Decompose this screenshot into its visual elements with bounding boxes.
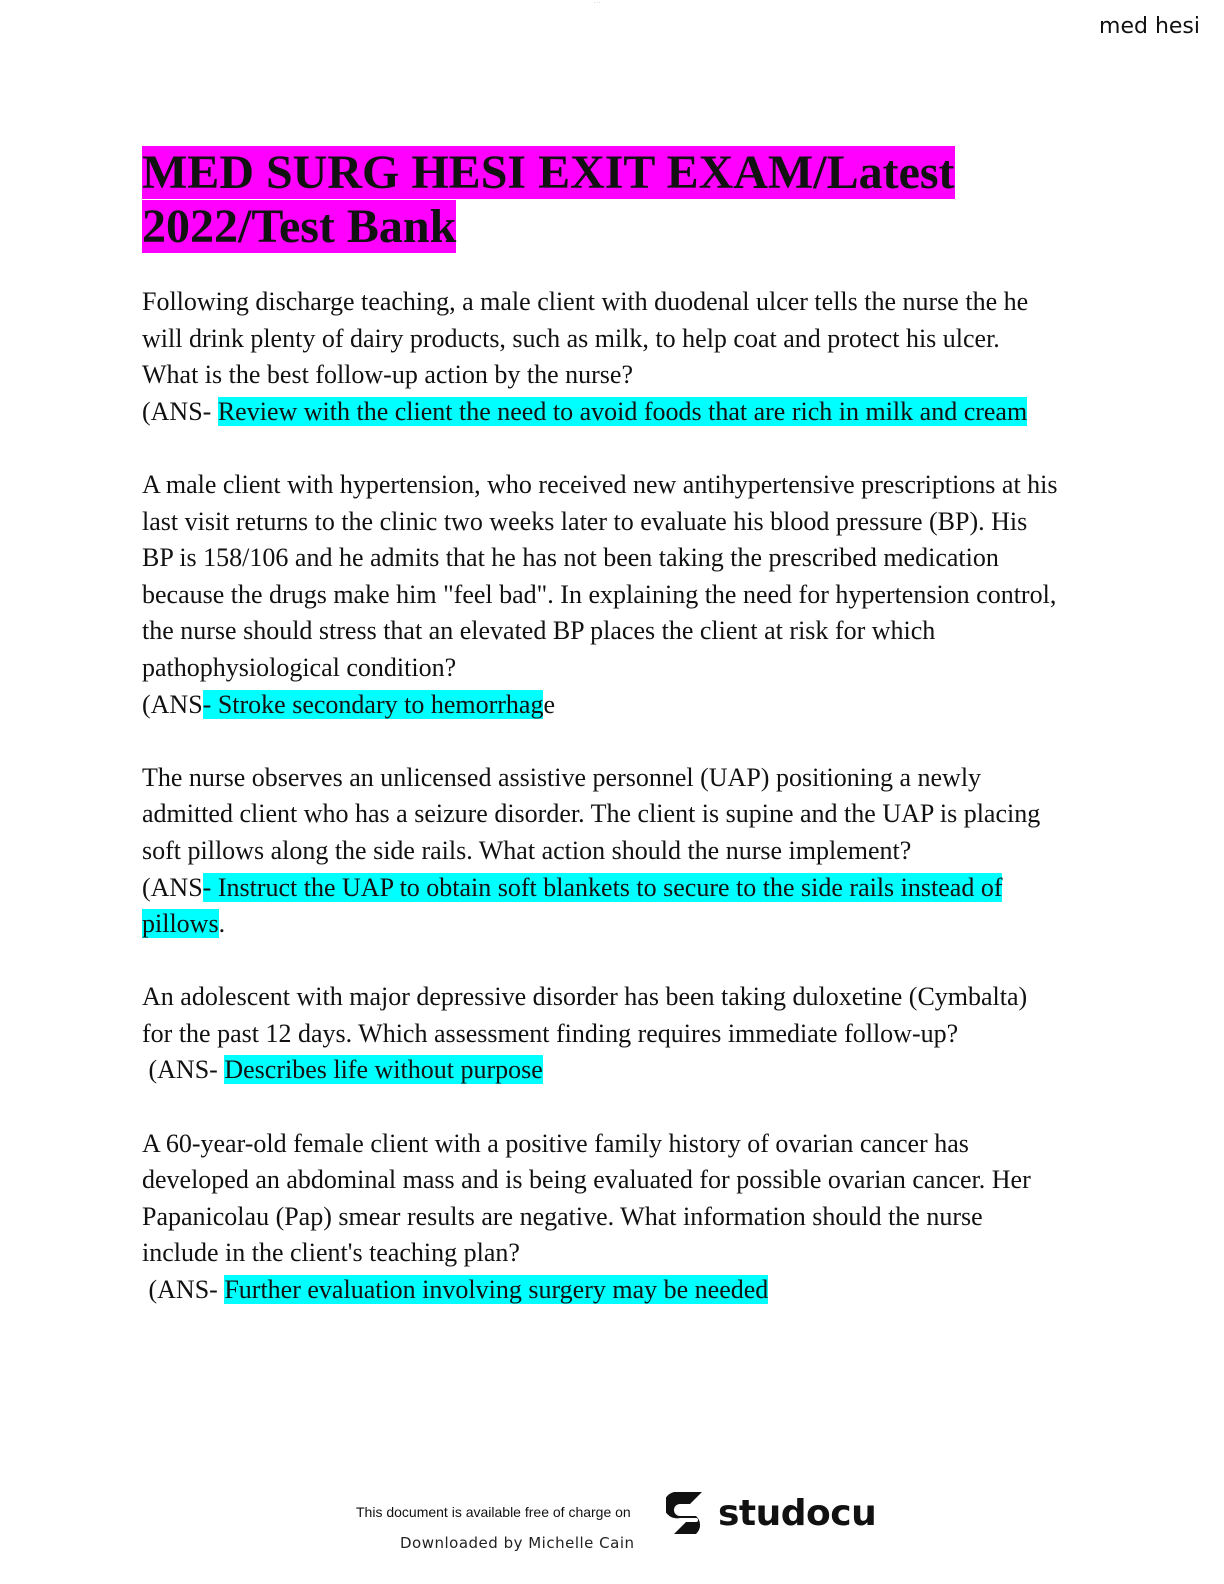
question-list: [142, 284, 1062, 1309]
answer-prefix: (ANS-: [142, 396, 218, 426]
studocu-brand-text: studocu: [718, 1492, 877, 1534]
question-text: An adolescent with major depressive disorder has been taking duloxetine (Cymbalta) for the past 12 days. Which assessment finding requires immediate follow-up?: [142, 982, 1028, 1048]
answer-highlight: - Instruct the UAP to obtain soft blankets to secure to the side rails instead of pillows: [142, 872, 1003, 939]
question-block-2: [142, 467, 1062, 723]
answer-line: [142, 1052, 1062, 1089]
question-block-1: [142, 284, 1062, 430]
answer-line: [142, 687, 1062, 724]
answer-prefix: (ANS-: [142, 1055, 225, 1085]
document-body: [142, 146, 1062, 1345]
answer-prefix: (ANS: [142, 872, 203, 902]
question-text: The nurse observes an unlicensed assistive personnel (UAP) positioning a newly admitted client who has a seizure disorder. The client is supine and the UAP is placing soft pillows along the side rails. What action should the nurse implement?: [142, 762, 1041, 865]
question-block-3: [142, 760, 1062, 943]
question-block-5: [142, 1126, 1062, 1309]
answer-suffix: .: [218, 909, 226, 939]
answer-prefix: (ANS-: [142, 1275, 225, 1305]
page-footer: [0, 1482, 1224, 1562]
header-tag: med hesi: [1099, 14, 1200, 39]
answer-highlight: Review with the client the need to avoid foods that are rich in milk and cream: [217, 396, 1028, 426]
answer-prefix: (ANS: [142, 689, 203, 719]
question-text: A 60-year-old female client with a positive family history of ovarian cancer has developed an abdominal mass and is being evaluated for possible ovarian cancer. Her Papanicolau (Pap) smear results are negative. What information should the nurse include in the client's teaching plan?: [142, 1128, 1031, 1268]
studocu-logo-icon: [666, 1488, 714, 1538]
header-mark: · · ·: [594, 0, 601, 5]
answer-highlight: Describes life without purpose: [224, 1055, 543, 1085]
answer-highlight: - Stroke secondary to hemorrhag: [202, 689, 544, 719]
studocu-logo[interactable]: [666, 1488, 876, 1538]
document-title: [142, 146, 1062, 254]
question-text: A male client with hypertension, who received new antihypertensive prescriptions at his last visit returns to the clinic two weeks later to evaluate his blood pressure (BP). His BP is 158/106 and he admits that he has not been taking the prescribed medication because the drugs make him "feel bad". In explaining the need for hypertension control, the nurse should stress that an elevated BP places the client at risk for which pathophysiological condition?: [142, 469, 1058, 682]
footer-available-text: This document is available free of charge on: [356, 1504, 631, 1520]
answer-line: [142, 1272, 1062, 1309]
answer-suffix: e: [543, 689, 555, 719]
question-block-4: [142, 979, 1062, 1089]
question-text: Following discharge teaching, a male client with duodenal ulcer tells the nurse the he will drink plenty of dairy products, such as milk, to help coat and protect his ulcer. What is the best follow-up action by the nurse?: [142, 287, 1029, 390]
answer-highlight: Further evaluation involving surgery may be needed: [224, 1275, 769, 1305]
answer-line: [142, 394, 1062, 431]
footer-downloaded-by: Downloaded by Michelle Cain: [400, 1534, 635, 1552]
title-highlight: MED SURG HESI EXIT EXAM/Latest 2022/Test Bank: [142, 146, 955, 253]
answer-line: [142, 870, 1062, 943]
